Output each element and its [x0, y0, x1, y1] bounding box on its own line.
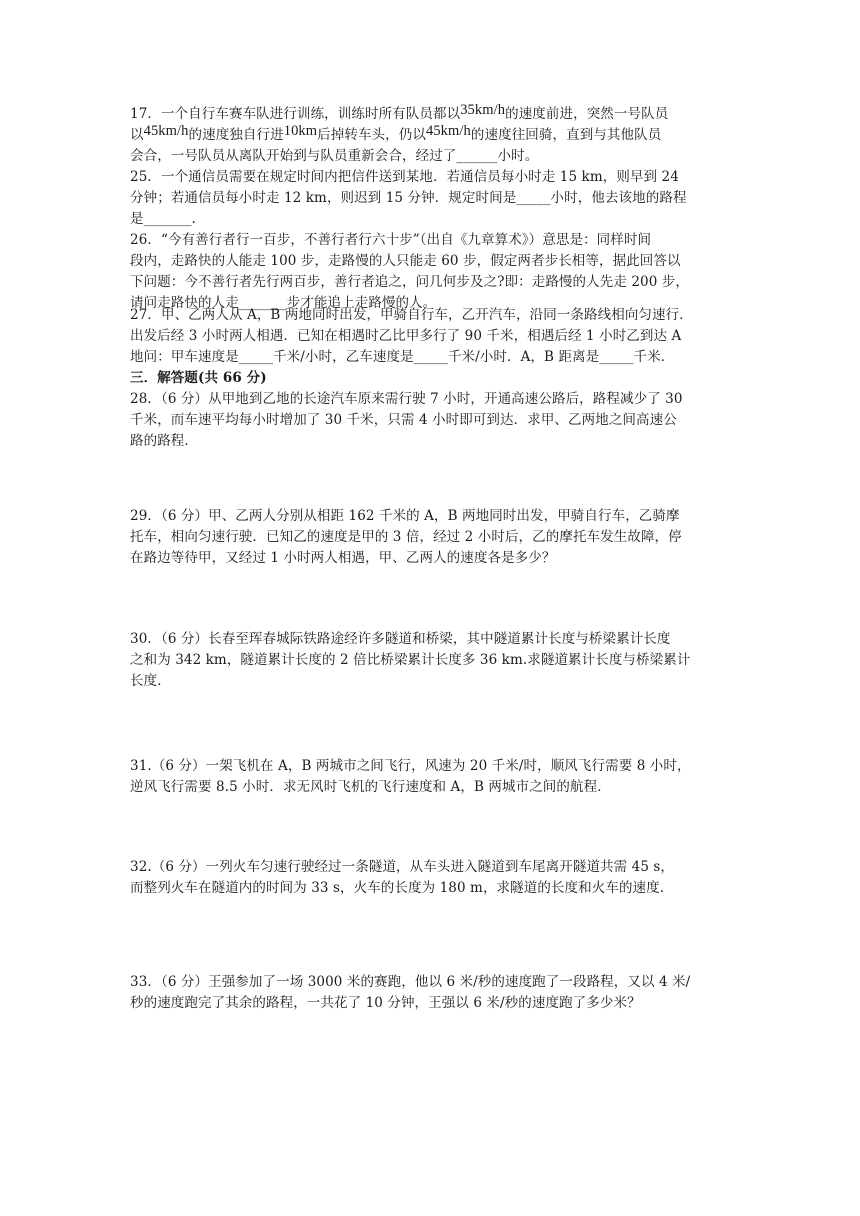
- q17-text-c: 以: [130, 127, 144, 143]
- question-30-line-1: 30．（6 分）长春至珲春城际铁路途经许多隧道和桥梁，其中隧道累计长度与桥梁累计长度: [130, 631, 671, 647]
- q17-distance: 10km: [283, 123, 318, 139]
- q17-text-e: 后掉转车头，仍以: [317, 127, 426, 143]
- question-28-line-2: 千米，而车速平均每小时增加了 30 千米，只需 4 小时即可到达．求甲、乙两地之间高速公: [130, 412, 677, 428]
- question-26-line-3: 下问题：今不善行者先行两百步，善行者追之，问几何步及之?即：走路慢的人先走 200 步，: [130, 274, 689, 290]
- question-17: [130, 104, 730, 167]
- question-28: [130, 389, 730, 452]
- question-27-line-1: 27．甲、乙两人从 A，B 两地同时出发，甲骑自行车，乙开汽车，沿同一条路线相向匀速行．: [130, 307, 693, 323]
- q17-text-d: 的速度独自行进: [188, 127, 284, 143]
- question-25-line-1: 25．一个通信员需要在规定时间内把信件送到某地．若通信员每小时走 15 km，则早到 24: [130, 169, 679, 185]
- question-30-line-2: 之和为 342 km，隧道累计长度的 2 倍比桥梁累计长度多 36 km.求隧道累计长度与桥梁累计: [130, 652, 691, 668]
- section-3-title: 三．解答题(共 66 分): [130, 370, 267, 386]
- q17-text-a: 17．一个自行车赛车队进行训练，训练时所有队员都以: [130, 106, 461, 122]
- section-heading: [130, 368, 730, 389]
- question-31-line-1: 31.（6 分）一架飞机在 A，B 两城市之间飞行，风速为 20 千米/时，顺风飞行需要 8 小时，: [130, 758, 691, 774]
- question-28-line-3: 路的路程．: [130, 433, 198, 449]
- question-28-line-1: 28．（6 分）从甲地到乙地的长途汽车原来需行驶 7 小时，开通高速公路后，路程减少了 30: [130, 391, 683, 407]
- question-33-line-2: 秒的速度跑完了其余的路程，一共花了 10 分钟，王强以 6 米/秒的速度跑了多少米？: [130, 995, 641, 1011]
- q17-text-b: 的速度前进，突然一号队员: [505, 106, 669, 122]
- question-27-line-2: 出发后经 3 小时两人相遇．已知在相遇时乙比甲多行了 90 千米，相遇后经 1 小时乙到达 A: [130, 328, 682, 344]
- q17-speed-team: 35km/h: [460, 102, 506, 118]
- question-29-line-1: 29．（6 分）甲、乙两人分别从相距 162 千米的 A，B 两地同时出发，甲骑自行车，乙骑摩: [130, 508, 680, 524]
- question-33-line-1: 33．（6 分）王强参加了一场 3000 米的赛跑，他以 6 米/秒的速度跑了一段路程，又以 4 米/: [130, 974, 691, 990]
- question-29: [130, 506, 730, 569]
- question-29-line-2: 托车，相向匀速行驶．已知乙的速度是甲的 3 倍，经过 2 小时后，乙的摩托车发生故障，停: [130, 529, 682, 545]
- question-26-line-2: 段内，走路快的人能走 100 步，走路慢的人只能走 60 步，假定两者步长相等，据此回答以: [130, 253, 681, 269]
- question-17-line-3: 会合，一号队员从离队开始到与队员重新会合，经过了______小时。: [130, 148, 539, 164]
- question-25-line-2: 分钟；若通信员每小时走 12 km，则迟到 15 分钟．规定时间是_____小时，他去该地的路程: [130, 190, 687, 206]
- question-30: [130, 629, 730, 692]
- question-26: [130, 230, 730, 314]
- question-27: [130, 305, 730, 368]
- question-25: [130, 167, 730, 230]
- question-33: [130, 972, 730, 1014]
- question-26-line-1: 26．“今有善行者行一百步，不善行者行六十步”（出自《九章算术》）意思是：同样时间: [130, 232, 652, 248]
- question-32-line-2: 而整列火车在隧道内的时间为 33 s，火车的长度为 180 m，求隧道的长度和火车的速度．: [130, 880, 674, 896]
- question-30-line-3: 长度．: [130, 673, 171, 689]
- question-31-line-2: 逆风飞行需要 8.5 小时．求无风时飞机的飞行速度和 A，B 两城市之间的航程．: [130, 779, 611, 795]
- q17-speed-rider: 45km/h: [143, 123, 189, 139]
- question-17-line-1: [130, 104, 730, 125]
- q17-text-f: 的速度往回骑，直到与其他队员: [470, 127, 662, 143]
- q17-speed-return: 45km/h: [425, 123, 471, 139]
- question-32: [130, 857, 730, 899]
- question-17-line-2: [130, 125, 730, 146]
- question-31: [130, 756, 730, 798]
- question-27-line-3: 地问：甲车速度是_____千米/小时，乙车速度是_____千米/小时．A，B 距离是_____千米．: [130, 349, 675, 365]
- question-26-line-4: 请问走路快的人走_______步才能追上走路慢的人。: [130, 295, 437, 311]
- question-32-line-1: 32.（6 分）一列火车匀速行驶经过一条隧道，从车头进入隧道到车尾离开隧道共需 45 s，: [130, 859, 675, 875]
- question-25-line-3: 是_______.: [130, 211, 196, 227]
- question-29-line-3: 在路边等待甲，又经过 1 小时两人相遇，甲、乙两人的速度各是多少？: [130, 550, 556, 566]
